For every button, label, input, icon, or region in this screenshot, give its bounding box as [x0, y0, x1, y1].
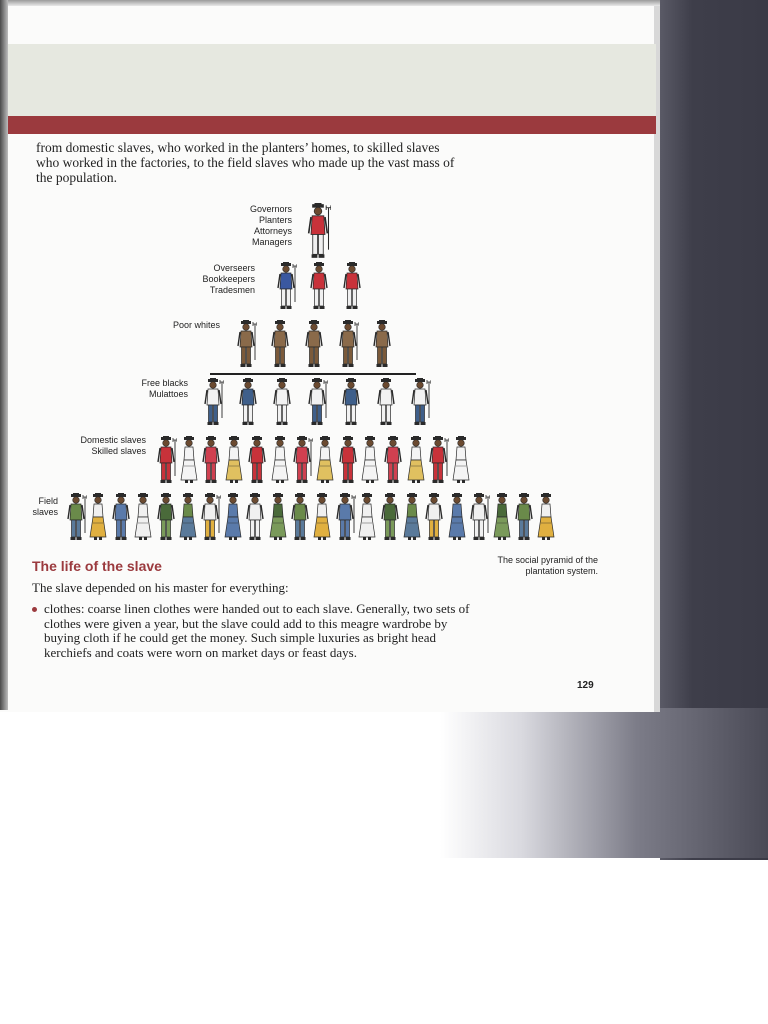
- field-figure: [535, 493, 557, 541]
- domestic-figure: [427, 436, 449, 484]
- overseer-figure: [275, 262, 297, 310]
- page-edge: [0, 0, 660, 6]
- field-figure: [513, 493, 535, 541]
- field-figure: [110, 493, 132, 541]
- field-figure: [155, 493, 177, 541]
- worker-figure: [337, 320, 359, 368]
- field-figure: [65, 493, 87, 541]
- field-figure: [379, 493, 401, 541]
- field-figure: [401, 493, 423, 541]
- label-attorneys: Attorneys: [253, 226, 292, 236]
- free-figure: [340, 378, 362, 426]
- field-figure: [132, 493, 154, 541]
- domestic-figure: [200, 436, 222, 484]
- label-free-blacks: Free blacks: [141, 378, 188, 388]
- domestic-figure: [291, 436, 313, 484]
- domestic-figure: [269, 436, 291, 484]
- section-heading: The life of the slave: [32, 558, 162, 574]
- tier-label-overseers: [160, 263, 255, 296]
- page-number: 129: [577, 680, 594, 691]
- intro-paragraph: from domestic slaves, who worked in the planters’ homes, to skilled slaves who worked in the factories, to the field slaves who made up the vast mass of the population.: [36, 140, 455, 185]
- free-figure: [409, 378, 431, 426]
- label-tradesmen: Tradesmen: [209, 285, 255, 295]
- free-figure: [271, 378, 293, 426]
- scan-shadow-bottom: [440, 708, 768, 858]
- scan-shadow-left: [0, 0, 8, 710]
- worker-figure: [371, 320, 393, 368]
- label-domestic-slaves: Domestic slaves: [80, 435, 146, 445]
- field-figure: [222, 493, 244, 541]
- domestic-figure: [337, 436, 359, 484]
- domestic-figure: [405, 436, 427, 484]
- field-figure: [267, 493, 289, 541]
- domestic-figure: [223, 436, 245, 484]
- field-figure: [491, 493, 513, 541]
- free-slave-divider: [210, 373, 416, 375]
- header-rule: [0, 116, 656, 134]
- field-figure: [468, 493, 490, 541]
- field-figure: [334, 493, 356, 541]
- field-figure: [87, 493, 109, 541]
- domestic-figure: [382, 436, 404, 484]
- overseer-figure: [308, 262, 330, 310]
- free-figure: [375, 378, 397, 426]
- worker-figure: [235, 320, 257, 368]
- free-figure: [306, 378, 328, 426]
- field-figure: [311, 493, 333, 541]
- domestic-figure: [450, 436, 472, 484]
- label-governors: Governors: [249, 204, 292, 214]
- domestic-figure: [155, 436, 177, 484]
- bullet-dot: [32, 607, 37, 612]
- section-lead: The slave depended on his master for everything:: [32, 580, 289, 595]
- label-overseers: Overseers: [213, 263, 255, 273]
- label-managers: Managers: [251, 237, 292, 247]
- label-slaves: slaves: [32, 507, 58, 517]
- field-figure: [289, 493, 311, 541]
- tier-label-rulers: [190, 204, 292, 248]
- field-figure: [356, 493, 378, 541]
- tier-label-field-slaves: [20, 496, 58, 518]
- field-figure: [199, 493, 221, 541]
- pyramid-caption: The social pyramid of the plantation system.: [497, 555, 598, 576]
- domestic-figure: [246, 436, 268, 484]
- free-figure: [202, 378, 224, 426]
- tier-label-poor-whites: [140, 320, 220, 331]
- domestic-figure: [314, 436, 336, 484]
- field-figure: [244, 493, 266, 541]
- bullet-clothes: [32, 602, 472, 660]
- field-figure: [423, 493, 445, 541]
- free-figure: [237, 378, 259, 426]
- domestic-figure: [359, 436, 381, 484]
- domestic-figure: [178, 436, 200, 484]
- tier-label-free-blacks: [110, 378, 188, 400]
- gentleman-figure: [305, 203, 331, 259]
- label-field: Field: [38, 496, 58, 506]
- worker-figure: [269, 320, 291, 368]
- label-mulattoes: Mulattoes: [148, 389, 188, 399]
- label-planters: Planters: [258, 215, 292, 225]
- label-skilled-slaves: Skilled slaves: [91, 446, 146, 456]
- bullet-text: clothes: coarse linen clothes were handed out to each slave. Generally, two sets of clothes were given a year, but the slave could add to this meagre wardrobe by buying cloth if he could get the money. Such simple luxuries as bright head kerchiefs and coats were worn on market days or feast days.: [44, 601, 470, 660]
- header-band: [0, 44, 656, 116]
- label-bookkeepers: Bookkeepers: [202, 274, 255, 284]
- field-figure: [177, 493, 199, 541]
- worker-figure: [303, 320, 325, 368]
- field-figure: [446, 493, 468, 541]
- overseer-figure: [341, 262, 363, 310]
- label-poor-whites: Poor whites: [172, 320, 220, 330]
- tier-label-domestic-slaves: [50, 435, 146, 457]
